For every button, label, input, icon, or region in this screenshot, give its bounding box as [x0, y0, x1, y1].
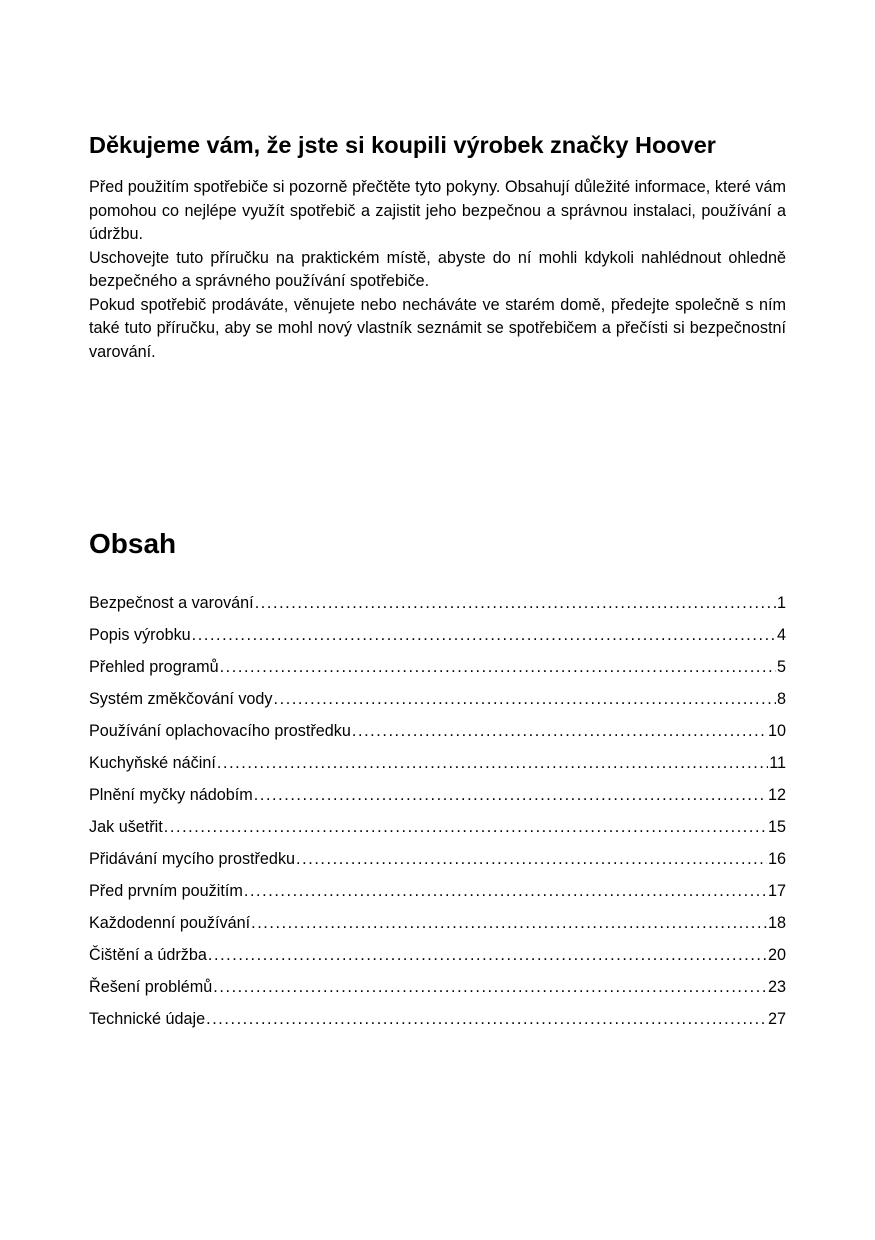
toc-entry[interactable] [89, 686, 786, 718]
page-title: Děkujeme vám, že jste si koupili výrobek značky Hoover [89, 132, 716, 158]
toc-entry-title: Kuchyňské náčiní [89, 754, 216, 772]
toc-dot-leader [274, 686, 776, 712]
toc-entry-page: 20 [767, 946, 786, 964]
toc-dot-leader [251, 910, 767, 936]
toc-entry[interactable] [89, 878, 786, 910]
toc-entry[interactable] [89, 814, 786, 846]
toc-entry[interactable] [89, 910, 786, 942]
toc-dot-leader [255, 590, 776, 616]
toc-entry-title: Používání oplachovacího prostředku [89, 722, 351, 740]
toc-entry-page: 5 [776, 658, 786, 676]
toc-entry-page: 4 [776, 626, 786, 644]
toc-entry-title: Čištění a údržba [89, 946, 207, 964]
intro-paragraph: Před použitím spotřebiče si pozorně přečtěte tyto pokyny. Obsahují důležité informace, které vám pomohou co nejlépe využít spotřebič a zajistit jeho bezpečnou a správnou instalaci, používání a údržbu. [89, 178, 786, 243]
toc-entry-page: 23 [767, 978, 786, 996]
toc-entry-page: 15 [767, 818, 786, 836]
toc-entry[interactable] [89, 718, 786, 750]
toc-entry-title: Přehled programů [89, 658, 219, 676]
toc-entry-page: 17 [767, 882, 786, 900]
toc-entry-page: 18 [767, 914, 786, 932]
toc-entry-page: 1 [776, 594, 786, 612]
toc-entry[interactable] [89, 654, 786, 686]
toc-dot-leader [244, 878, 767, 904]
toc-entry[interactable] [89, 846, 786, 878]
toc-dot-leader [296, 846, 767, 872]
toc-entry-title: Plnění myčky nádobím [89, 786, 253, 804]
toc-entry[interactable] [89, 1006, 786, 1038]
toc-entry-title: Bezpečnost a varování [89, 594, 254, 612]
toc-entry[interactable] [89, 782, 786, 814]
toc-dot-leader [206, 1006, 767, 1032]
toc-dot-leader [352, 718, 767, 744]
table-of-contents [89, 590, 786, 1038]
toc-entry[interactable] [89, 942, 786, 974]
toc-dot-leader [208, 942, 767, 968]
toc-entry-title: Systém změkčování vody [89, 690, 273, 708]
toc-heading: Obsah [89, 528, 177, 559]
toc-entry[interactable] [89, 974, 786, 1006]
toc-dot-leader [220, 654, 776, 680]
toc-entry-page: 8 [776, 690, 786, 708]
toc-entry-page: 11 [769, 754, 786, 772]
toc-entry-page: 10 [767, 722, 786, 740]
toc-entry-title: Technické údaje [89, 1010, 206, 1028]
toc-dot-leader [192, 622, 776, 648]
toc-entry-title: Jak ušetřit [89, 818, 163, 836]
toc-dot-leader [217, 750, 768, 776]
toc-entry-title: Před prvním použitím [89, 882, 243, 900]
toc-dot-leader [213, 974, 767, 1000]
toc-entry[interactable] [89, 750, 786, 782]
toc-entry[interactable] [89, 590, 786, 622]
toc-entry-page: 27 [767, 1010, 786, 1028]
intro-text [89, 176, 786, 364]
toc-entry-page: 16 [767, 850, 786, 868]
toc-entry-title: Popis výrobku [89, 626, 191, 644]
toc-entry-title: Řešení problémů [89, 978, 213, 996]
toc-entry-page: 12 [767, 786, 786, 804]
toc-dot-leader [164, 814, 767, 840]
intro-paragraph: Uschovejte tuto příručku na praktickém místě, abyste do ní mohli kdykoli nahlédnout ohledně bezpečného a správného používání spotřebiče. [89, 248, 786, 290]
intro-paragraph: Pokud spotřebič prodáváte, věnujete nebo necháváte ve starém domě, předejte společně s ním také tuto příručku, aby se mohl nový vlastník seznámit se spotřebičem a přečísti si bezpečnostní varování. [89, 295, 786, 361]
toc-dot-leader [254, 782, 767, 808]
toc-entry-title: Přidávání mycího prostředku [89, 850, 296, 868]
toc-entry[interactable] [89, 622, 786, 654]
toc-entry-title: Každodenní používání [89, 914, 251, 932]
